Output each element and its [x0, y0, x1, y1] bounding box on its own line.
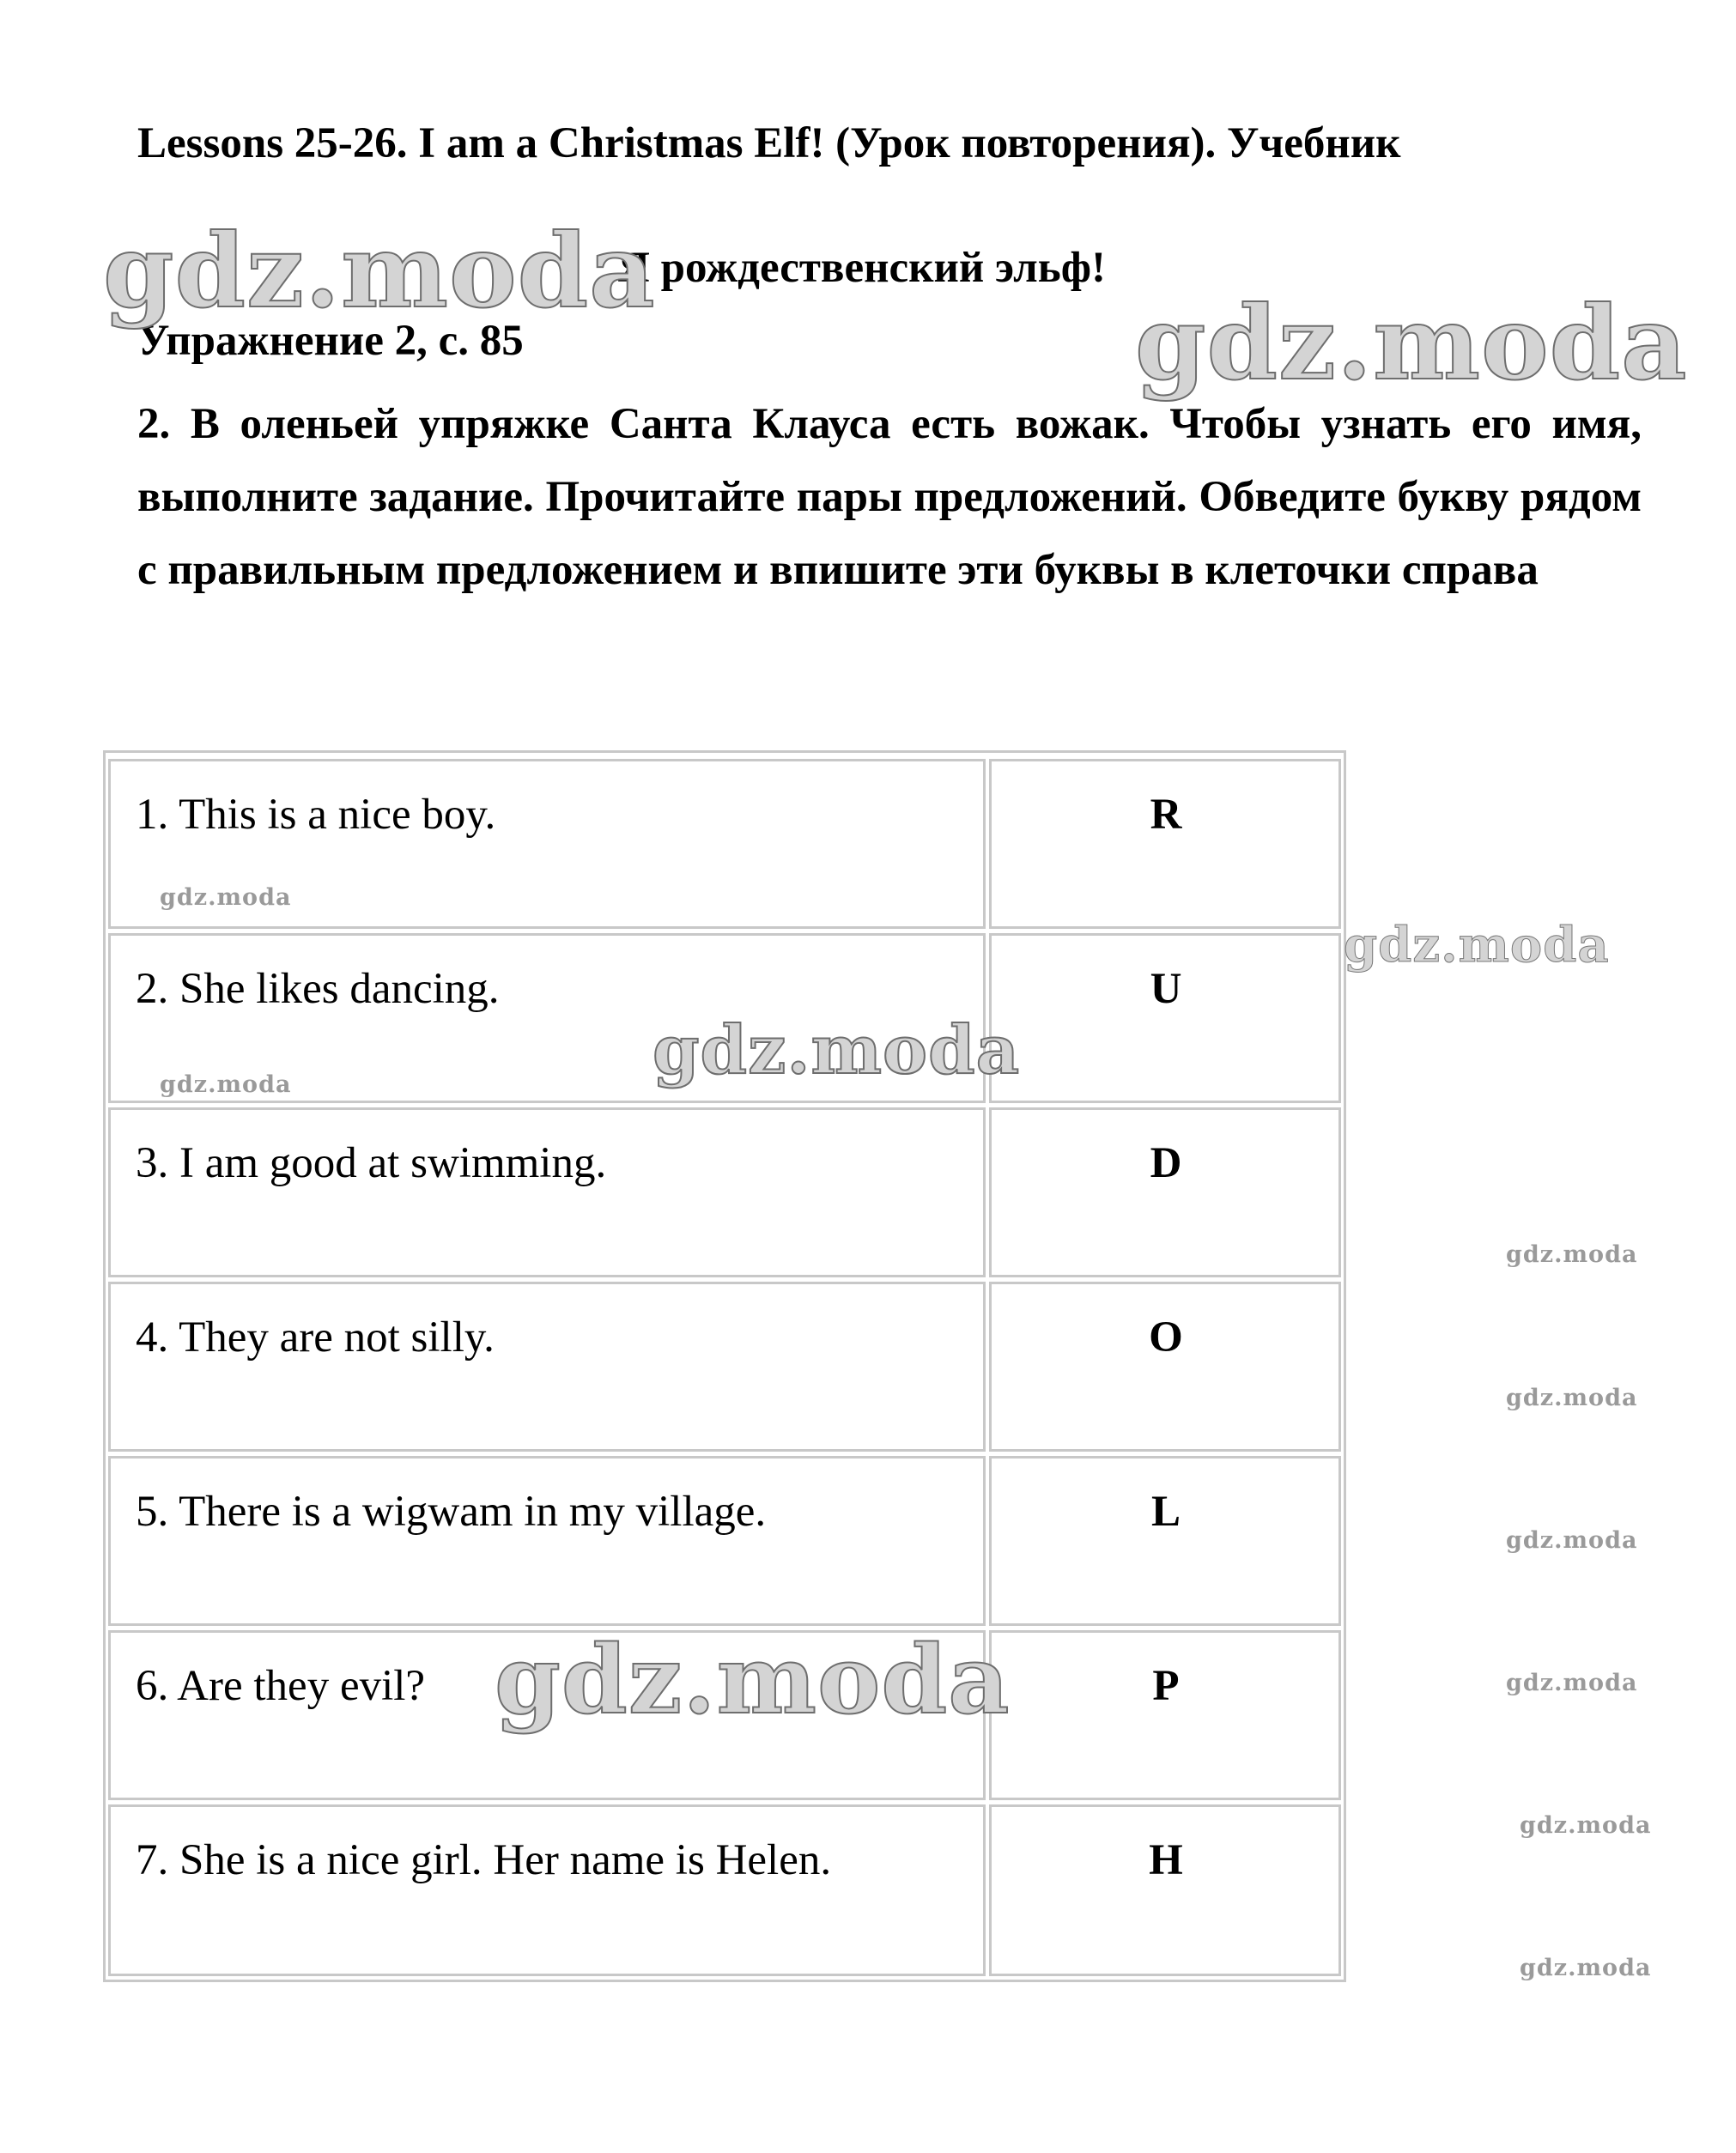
exercise-number: Упражнение 2, с. 85 — [137, 317, 524, 365]
letter-cell[interactable] — [989, 1107, 1341, 1277]
watermark-logo: gdz.moda — [1520, 1955, 1652, 1981]
lesson-subtitle: Я рождественский эльф! — [618, 244, 1106, 292]
watermark-logo: gdz.moda — [1506, 1670, 1638, 1696]
letter-cell[interactable] — [989, 1804, 1341, 1976]
table-row-sentence: 5. There is a wigwam in my village. — [136, 1488, 767, 1536]
sentence-cell — [108, 1804, 986, 1976]
letter-cell[interactable] — [989, 1282, 1341, 1452]
task-instructions: 2. В оленьей упряжке Санта Клауса есть вожак. Чтобы узнать его имя, выполните задание. Прочитайте пары предложений. Обведите букву рядом с правильным предложением и впишите эти буквы в клеточки справа — [137, 400, 1642, 594]
table-row-letter[interactable]: L — [1150, 1488, 1181, 1536]
table-row-letter[interactable]: R — [1150, 791, 1182, 839]
table-row-letter[interactable]: H — [1149, 1836, 1183, 1884]
watermark-logo: gdz.moda — [1506, 1385, 1638, 1411]
table-row-sentence: 7. She is a nice girl. Her name is Helen. — [136, 1836, 832, 1884]
watermark-logo: gdz.moda — [1506, 1241, 1638, 1268]
letter-cell[interactable] — [989, 759, 1341, 929]
watermark-logo: gdz.moda — [1506, 1527, 1638, 1554]
table-row-sentence: 1. This is a nice boy. — [136, 791, 496, 839]
watermark-logo: gdz.moda — [495, 1624, 1011, 1735]
table-row-sentence: 4. They are not silly. — [136, 1313, 495, 1362]
lesson-title: Lessons 25-26. I am a Christmas Elf! (Урок повторения). Учебник — [137, 119, 1401, 167]
table-row-sentence: 6. Are they evil? — [136, 1662, 426, 1710]
table-row-sentence: 2. She likes dancing. — [136, 965, 500, 1013]
sentence-cell — [108, 1456, 986, 1626]
table-row-letter[interactable]: P — [1152, 1662, 1180, 1710]
letter-cell[interactable] — [989, 1630, 1341, 1800]
watermark-logo: gdz.moda — [1135, 283, 1688, 403]
watermark-logo: gdz.moda — [1520, 1812, 1652, 1839]
table-row-sentence: 3. I am good at swimming. — [136, 1139, 607, 1187]
watermark-logo: gdz.moda — [653, 1011, 1021, 1089]
watermark-logo: gdz.moda — [160, 884, 292, 911]
table-row-letter[interactable]: O — [1149, 1313, 1183, 1362]
letter-cell[interactable] — [989, 1456, 1341, 1626]
sentence-cell — [108, 1282, 986, 1452]
letter-cell[interactable] — [989, 933, 1341, 1103]
table-row-letter[interactable]: U — [1150, 965, 1182, 1013]
watermark-logo: gdz.moda — [103, 211, 656, 331]
table-row-letter[interactable]: D — [1150, 1139, 1182, 1187]
watermark-logo: gdz.moda — [1344, 917, 1610, 973]
sentence-cell — [108, 1107, 986, 1277]
watermark-logo: gdz.moda — [160, 1071, 292, 1098]
